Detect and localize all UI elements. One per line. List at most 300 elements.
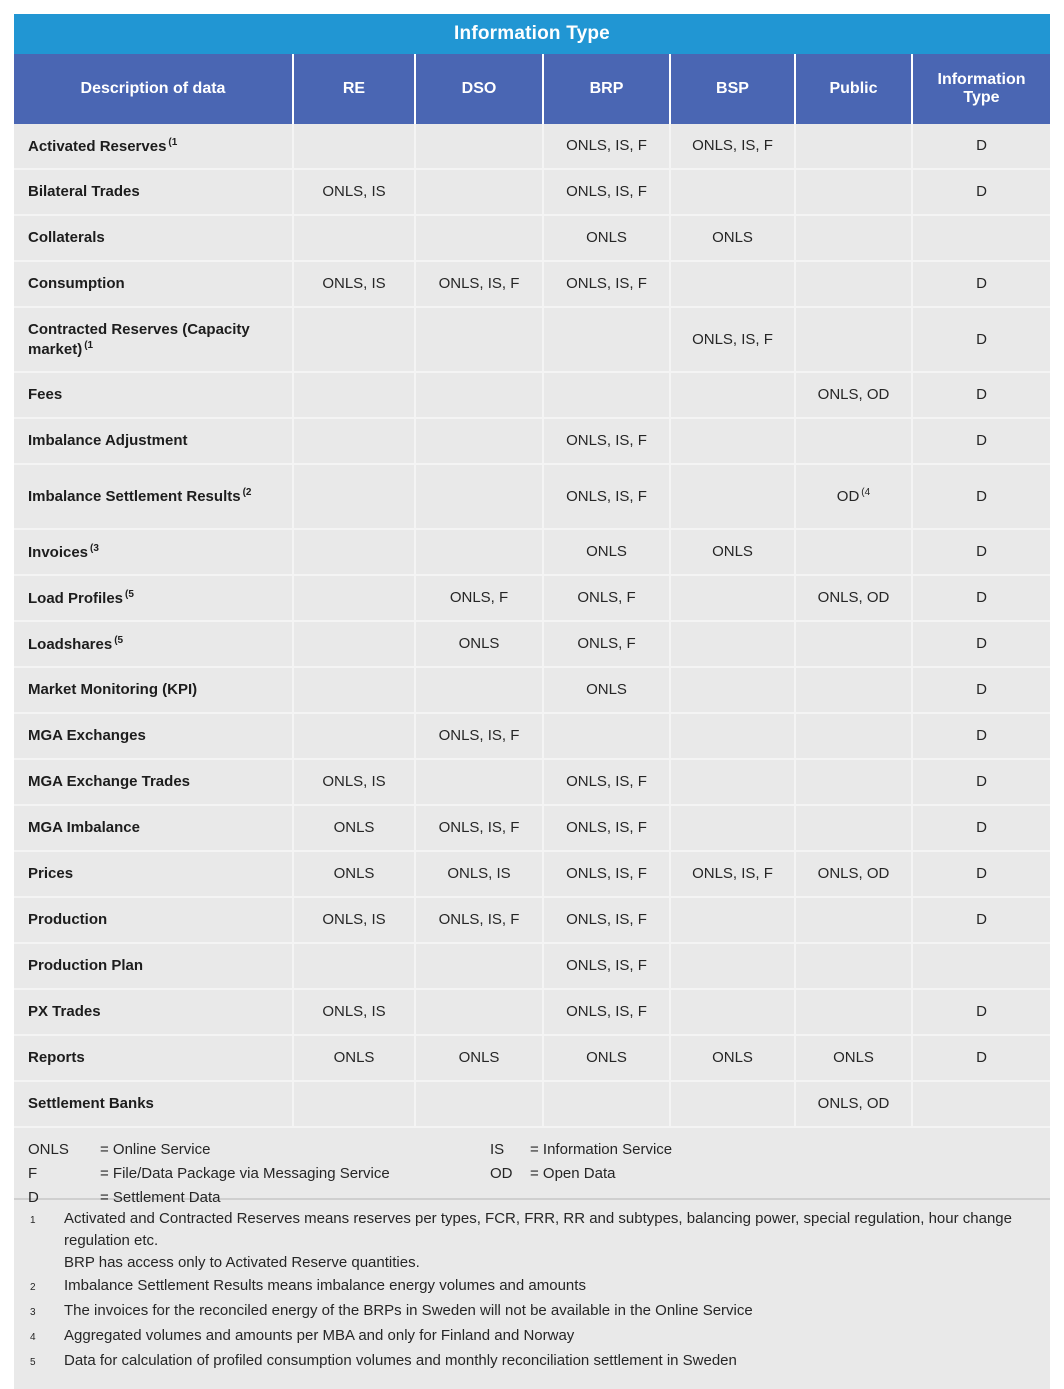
row-label-text: Settlement Banks — [28, 1095, 154, 1113]
legend-key: D — [28, 1189, 39, 1206]
footnote-number: 3 — [30, 1307, 36, 1318]
cell-re — [293, 667, 415, 713]
row-label-cell — [14, 307, 293, 372]
table-row — [14, 529, 1050, 575]
cell-text: ONLS, IS, F — [438, 911, 520, 929]
cell-public — [795, 307, 912, 372]
row-label-cell — [14, 943, 293, 989]
cell-public — [795, 1081, 912, 1126]
row-label-text: MGA Exchanges — [28, 727, 146, 745]
row-label-text: Load Profiles — [28, 589, 124, 607]
cell-text: ONLS, OD — [817, 865, 890, 883]
row-label-cell — [14, 124, 293, 169]
cell-re — [293, 759, 415, 805]
cell-dso — [415, 575, 543, 621]
cell-text: ONLS, IS, F — [566, 432, 647, 450]
cell-public — [795, 621, 912, 667]
table-row — [14, 418, 1050, 464]
row-label-text: Imbalance Settlement Results — [28, 488, 241, 506]
footnote-marker: (1 — [84, 340, 94, 351]
cell-it — [912, 897, 1050, 943]
information-type-sheet — [14, 14, 1050, 1389]
cell-brp — [543, 169, 670, 215]
cell-text: ONLS, F — [577, 635, 636, 653]
cell-text: ONLS, OD — [817, 1095, 890, 1113]
cell-text: ONLS, IS, F — [566, 911, 647, 929]
cell-text: ONLS, F — [449, 589, 509, 607]
row-label-text: Collaterals — [28, 229, 105, 247]
row-label-text: MGA Exchange Trades — [28, 773, 190, 791]
cell-re — [293, 372, 415, 418]
cell-re — [293, 1081, 415, 1126]
cell-public — [795, 667, 912, 713]
cell-re — [293, 621, 415, 667]
cell-text: ONLS, IS, F — [566, 275, 647, 293]
cell-text: ONLS — [333, 819, 375, 837]
legend-key: ONLS — [28, 1141, 69, 1158]
cell-public — [795, 529, 912, 575]
cell-text: D — [976, 1049, 987, 1067]
cell-it — [912, 943, 1050, 989]
footnote-text: Activated and Contracted Reserves means reserves per types, FCR, FRR, RR and subtypes, balancing power, special regulation, hour change regulation etc. — [64, 1210, 1012, 1249]
row-label-cell — [14, 529, 293, 575]
cell-text: D — [976, 432, 987, 450]
footnote-entry — [28, 1208, 1036, 1274]
cell-dso — [415, 1081, 543, 1126]
cell-brp — [543, 1035, 670, 1081]
cell-bsp — [670, 667, 795, 713]
row-label-text: Loadshares — [28, 635, 113, 653]
cell-dso — [415, 169, 543, 215]
row-label-text: PX Trades — [28, 1003, 101, 1021]
cell-text: D — [976, 1003, 987, 1021]
cell-text: ONLS — [712, 543, 753, 561]
legend-key: OD — [490, 1165, 513, 1182]
cell-re — [293, 418, 415, 464]
row-label-cell — [14, 215, 293, 261]
footnote-marker: (3 — [90, 542, 99, 554]
cell-dso — [415, 124, 543, 169]
cell-bsp — [670, 261, 795, 307]
footnote-entry — [28, 1300, 1036, 1324]
cell-it — [912, 989, 1050, 1035]
cell-it — [912, 759, 1050, 805]
cell-dso — [415, 261, 543, 307]
cell-brp — [543, 621, 670, 667]
cell-text: ONLS — [712, 1049, 753, 1067]
cell-text: ONLS, IS, F — [566, 1003, 647, 1021]
table-row — [14, 1081, 1050, 1126]
column-header-bsp[interactable]: BSP — [670, 54, 795, 124]
row-label-cell — [14, 261, 293, 307]
cell-public — [795, 805, 912, 851]
cell-text: D — [976, 589, 987, 607]
cell-bsp — [670, 989, 795, 1035]
cell-dso — [415, 943, 543, 989]
column-header-dso[interactable]: DSO — [415, 54, 543, 124]
cell-text: D — [976, 386, 987, 404]
header-row — [14, 54, 1050, 124]
cell-re — [293, 464, 415, 529]
cell-re — [293, 1035, 415, 1081]
cell-re — [293, 897, 415, 943]
table-row — [14, 372, 1050, 418]
footnote-text: The invoices for the reconciled energy of the BRPs in Sweden will not be available in the Online Service — [64, 1302, 753, 1319]
footnote-entry — [28, 1325, 1036, 1349]
table-row — [14, 215, 1050, 261]
cell-re — [293, 215, 415, 261]
cell-text: ONLS, IS, F — [566, 865, 647, 883]
cell-brp — [543, 759, 670, 805]
cell-bsp — [670, 1035, 795, 1081]
cell-text: ONLS, IS, F — [566, 957, 647, 975]
cell-text: ONLS, IS — [322, 275, 386, 293]
cell-public — [795, 943, 912, 989]
cell-dso — [415, 621, 543, 667]
cell-bsp — [670, 464, 795, 529]
footnote-marker: (2 — [242, 487, 252, 499]
row-label-cell — [14, 372, 293, 418]
table-row — [14, 575, 1050, 621]
row-label-cell — [14, 667, 293, 713]
column-header-desc[interactable]: Description of data — [14, 54, 293, 124]
cell-text: ONLS, IS — [322, 911, 386, 929]
row-label-text: Prices — [28, 865, 74, 883]
cell-text: ONLS — [833, 1049, 874, 1067]
table-row — [14, 621, 1050, 667]
footnote-text-wrap — [64, 1208, 1036, 1274]
row-label-text: Production Plan — [28, 957, 144, 975]
row-label-cell — [14, 575, 293, 621]
cell-it — [912, 215, 1050, 261]
cell-public — [795, 851, 912, 897]
cell-text: D — [976, 865, 987, 883]
cell-brp — [543, 261, 670, 307]
cell-re — [293, 943, 415, 989]
cell-bsp — [670, 851, 795, 897]
legend-column-left — [28, 1138, 390, 1210]
row-label-text: MGA Imbalance — [28, 819, 140, 837]
cell-re — [293, 989, 415, 1035]
legend-item — [28, 1138, 390, 1162]
cell-text: ONLS, IS, F — [566, 819, 647, 837]
cell-text: ONLS — [333, 865, 375, 883]
column-header-it[interactable]: Information Type — [912, 54, 1050, 124]
cell-text: ONLS, IS, F — [438, 819, 520, 837]
legend-item — [490, 1138, 672, 1162]
cell-bsp — [670, 169, 795, 215]
row-label-text: Contracted Reserves (Capacity market) — [28, 320, 250, 358]
cell-it — [912, 851, 1050, 897]
cell-bsp — [670, 124, 795, 169]
column-header-public[interactable]: Public — [795, 54, 912, 124]
table-row — [14, 851, 1050, 897]
cell-text: D — [976, 635, 987, 653]
information-type-table — [14, 54, 1050, 1126]
cell-it — [912, 621, 1050, 667]
footnote-text: Aggregated volumes and amounts per MBA and only for Finland and Norway — [64, 1327, 575, 1344]
cell-public — [795, 261, 912, 307]
cell-brp — [543, 418, 670, 464]
footnote-text-wrap — [64, 1300, 1036, 1324]
footnote-entry — [28, 1350, 1036, 1374]
cell-it — [912, 124, 1050, 169]
table-body — [14, 124, 1050, 1126]
cell-public — [795, 372, 912, 418]
legend-value: = Online Service — [100, 1141, 211, 1158]
legend-item — [490, 1162, 672, 1186]
cell-public — [795, 418, 912, 464]
cell-re — [293, 307, 415, 372]
cell-text: ONLS, F — [577, 589, 636, 607]
cell-public — [795, 759, 912, 805]
cell-it — [912, 805, 1050, 851]
row-label-text: Fees — [28, 386, 63, 404]
cell-text: D — [976, 487, 987, 505]
legend-value: = Information Service — [530, 1141, 673, 1158]
cell-text: ONLS — [458, 635, 500, 653]
row-label-cell — [14, 713, 293, 759]
footnote-text: Imbalance Settlement Results means imbalance energy volumes and amounts — [64, 1277, 586, 1294]
cell-dso — [415, 805, 543, 851]
cell-it — [912, 261, 1050, 307]
table-row — [14, 805, 1050, 851]
row-label-cell — [14, 169, 293, 215]
cell-dso — [415, 989, 543, 1035]
footnotes — [14, 1198, 1050, 1389]
cell-public — [795, 989, 912, 1035]
cell-dso — [415, 464, 543, 529]
cell-brp — [543, 215, 670, 261]
cell-re — [293, 529, 415, 575]
cell-text: ONLS — [586, 229, 627, 247]
cell-dso — [415, 897, 543, 943]
cell-text: ONLS, IS — [322, 1003, 386, 1021]
cell-brp — [543, 851, 670, 897]
footnote-text: Data for calculation of profiled consumption volumes and monthly reconciliation settlement in Sweden — [64, 1352, 737, 1369]
row-label-text: Bilateral Trades — [28, 183, 140, 201]
cell-brp — [543, 1081, 670, 1126]
cell-it — [912, 1081, 1050, 1126]
cell-text: D — [976, 727, 987, 745]
cell-text: ONLS, IS, F — [692, 865, 773, 883]
cell-it — [912, 372, 1050, 418]
cell-it — [912, 575, 1050, 621]
row-label-cell — [14, 805, 293, 851]
cell-dso — [415, 215, 543, 261]
table-row — [14, 261, 1050, 307]
cell-brp — [543, 307, 670, 372]
legend-value: = Settlement Data — [100, 1189, 221, 1206]
table-row — [14, 713, 1050, 759]
cell-re — [293, 261, 415, 307]
row-label-cell — [14, 621, 293, 667]
legend-value: = File/Data Package via Messaging Service — [100, 1165, 390, 1182]
cell-public — [795, 124, 912, 169]
cell-it — [912, 307, 1050, 372]
cell-text: ONLS, OD — [817, 386, 890, 404]
cell-it — [912, 169, 1050, 215]
cell-text: D — [976, 543, 987, 561]
cell-text: ONLS, IS, F — [566, 487, 647, 505]
cell-text: D — [976, 275, 987, 293]
cell-text: ONLS — [586, 1049, 627, 1067]
footnote-number: 2 — [30, 1282, 36, 1293]
cell-dso — [415, 759, 543, 805]
row-label-cell — [14, 851, 293, 897]
row-label-text: Production — [28, 911, 108, 929]
cell-brp — [543, 372, 670, 418]
cell-text: ONLS, IS, F — [566, 137, 647, 155]
cell-brp — [543, 667, 670, 713]
cell-text: ONLS, IS, F — [692, 137, 773, 155]
footnote-extra-text: BRP has access only to Activated Reserve quantities. — [64, 1254, 420, 1271]
cell-text: ONLS — [333, 1049, 375, 1067]
cell-re — [293, 575, 415, 621]
cell-it — [912, 667, 1050, 713]
cell-re — [293, 713, 415, 759]
cell-it — [912, 1035, 1050, 1081]
cell-bsp — [670, 805, 795, 851]
cell-bsp — [670, 943, 795, 989]
cell-text: ONLS, IS, F — [566, 773, 647, 791]
cell-dso — [415, 713, 543, 759]
cell-public — [795, 215, 912, 261]
cell-dso — [415, 372, 543, 418]
table-row — [14, 124, 1050, 169]
cell-text: D — [976, 183, 987, 201]
cell-dso — [415, 667, 543, 713]
table-header — [14, 54, 1050, 124]
cell-bsp — [670, 215, 795, 261]
footnote-marker: (1 — [168, 136, 178, 148]
cell-re — [293, 851, 415, 897]
cell-public — [795, 1035, 912, 1081]
legend-key: IS — [490, 1141, 505, 1158]
table-row — [14, 1035, 1050, 1081]
row-label-cell — [14, 989, 293, 1035]
legend-item — [28, 1162, 390, 1186]
footnote-text-wrap — [64, 1325, 1036, 1349]
table-row — [14, 169, 1050, 215]
row-label-cell — [14, 897, 293, 943]
cell-text: ONLS — [712, 229, 753, 247]
cell-brp — [543, 805, 670, 851]
cell-bsp — [670, 759, 795, 805]
cell-text: ONLS, IS, F — [438, 275, 520, 293]
cell-brp — [543, 575, 670, 621]
column-header-brp[interactable]: BRP — [543, 54, 670, 124]
cell-it — [912, 713, 1050, 759]
cell-brp — [543, 124, 670, 169]
cell-dso — [415, 307, 543, 372]
footnote-text-wrap — [64, 1275, 1036, 1299]
cell-public — [795, 464, 912, 529]
cell-re — [293, 124, 415, 169]
cell-brp — [543, 713, 670, 759]
cell-text: D — [976, 911, 987, 929]
footnote-text-wrap — [64, 1350, 1036, 1374]
footnote-marker: (4 — [861, 487, 871, 499]
cell-text: ONLS — [458, 1049, 500, 1067]
cell-text: ONLS, IS, F — [692, 330, 773, 348]
footnote-number: 4 — [30, 1332, 36, 1343]
table-row — [14, 464, 1050, 529]
cell-text: ONLS, IS — [322, 183, 386, 201]
cell-text: ONLS — [586, 681, 627, 699]
cell-text: OD — [836, 488, 860, 506]
cell-dso — [415, 418, 543, 464]
cell-public — [795, 169, 912, 215]
row-label-cell — [14, 1081, 293, 1126]
row-label-cell — [14, 464, 293, 529]
row-label-cell — [14, 1035, 293, 1081]
row-label-cell — [14, 418, 293, 464]
cell-text: D — [976, 819, 987, 837]
row-label-text: Imbalance Adjustment — [28, 432, 188, 450]
cell-text: ONLS, IS, F — [566, 183, 647, 201]
cell-public — [795, 575, 912, 621]
cell-text: D — [976, 137, 987, 155]
table-row — [14, 759, 1050, 805]
cell-text: ONLS, OD — [817, 589, 890, 607]
table-row — [14, 989, 1050, 1035]
legend-value: = Open Data — [530, 1165, 616, 1182]
footnote-number: 5 — [30, 1357, 36, 1368]
cell-re — [293, 169, 415, 215]
footnote-marker: (5 — [125, 588, 134, 600]
cell-it — [912, 464, 1050, 529]
cell-it — [912, 418, 1050, 464]
cell-brp — [543, 529, 670, 575]
cell-text: ONLS — [586, 543, 627, 561]
cell-text: D — [976, 773, 987, 791]
table-row — [14, 943, 1050, 989]
row-label-text: Consumption — [28, 275, 125, 293]
table-row — [14, 667, 1050, 713]
cell-bsp — [670, 307, 795, 372]
legend — [14, 1126, 1050, 1206]
cell-public — [795, 713, 912, 759]
cell-brp — [543, 897, 670, 943]
row-label-text: Market Monitoring (KPI) — [28, 681, 198, 699]
cell-brp — [543, 464, 670, 529]
legend-column-right — [490, 1138, 672, 1186]
row-label-text: Invoices — [28, 543, 89, 561]
cell-bsp — [670, 372, 795, 418]
footnote-marker: (5 — [114, 634, 124, 646]
cell-text: D — [976, 330, 987, 348]
cell-brp — [543, 943, 670, 989]
cell-bsp — [670, 575, 795, 621]
table-row — [14, 307, 1050, 372]
row-label-cell — [14, 759, 293, 805]
cell-bsp — [670, 1081, 795, 1126]
cell-it — [912, 529, 1050, 575]
row-label-text: Activated Reserves — [28, 137, 167, 155]
footnote-number: 1 — [30, 1215, 36, 1226]
cell-dso — [415, 851, 543, 897]
cell-text: ONLS, IS — [322, 773, 386, 791]
legend-key: F — [28, 1165, 38, 1182]
legend-item — [28, 1186, 390, 1210]
cell-bsp — [670, 418, 795, 464]
cell-bsp — [670, 713, 795, 759]
column-header-re[interactable]: RE — [293, 54, 415, 124]
cell-public — [795, 897, 912, 943]
table-row — [14, 897, 1050, 943]
cell-text: D — [976, 681, 987, 699]
